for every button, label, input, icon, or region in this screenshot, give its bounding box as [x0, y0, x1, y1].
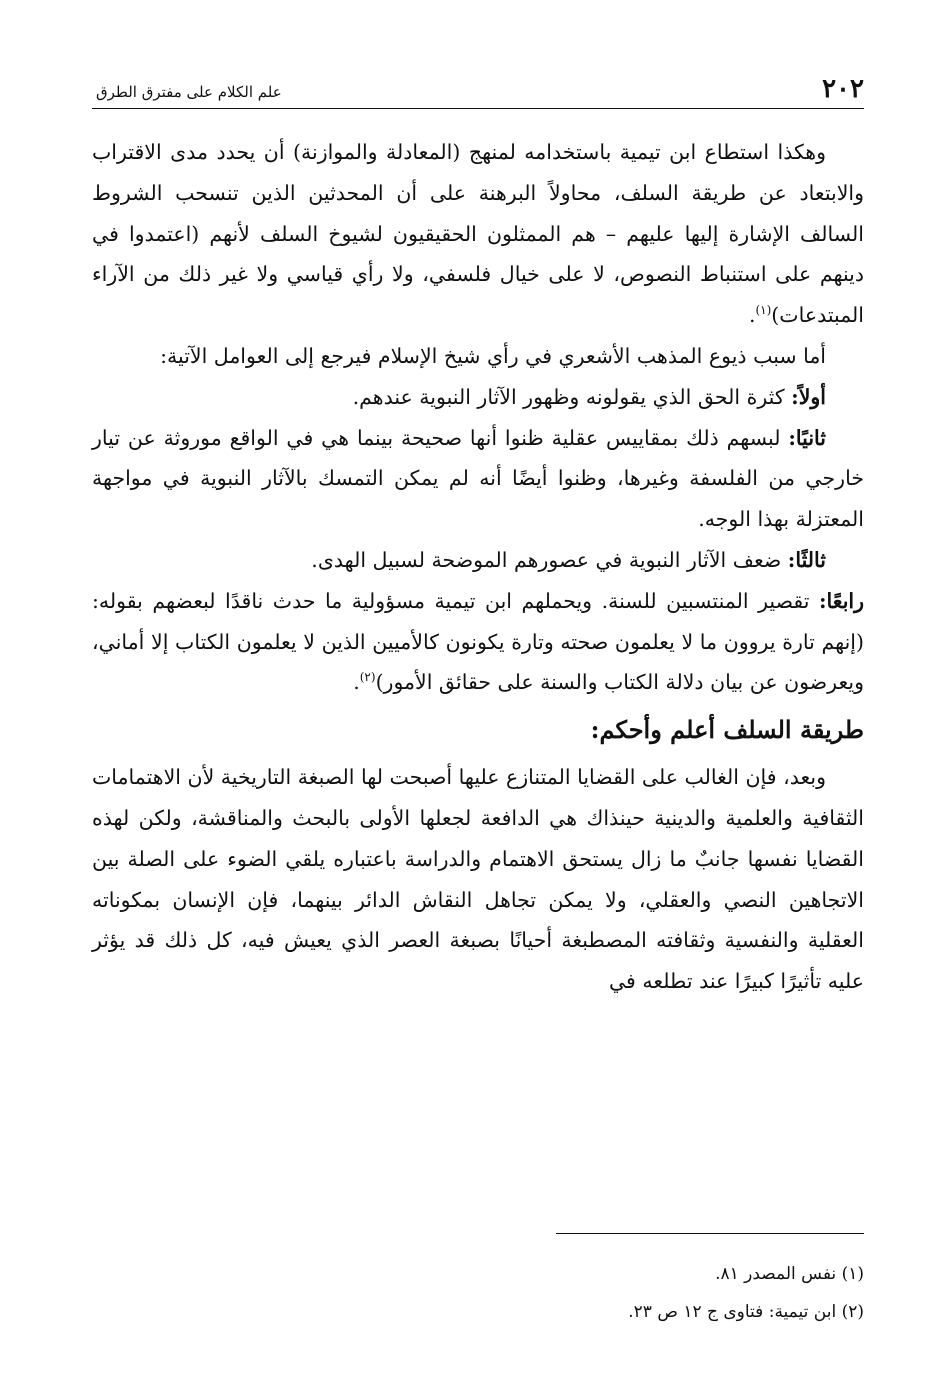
list-item-3-lead: ثالثًا:	[787, 547, 826, 572]
page-number: ٢٠٢	[822, 74, 864, 104]
list-item-1	[92, 377, 864, 418]
list-item-4-lead: رابعًا:	[818, 588, 864, 613]
paragraph-1-end: .	[748, 303, 756, 328]
list-item-4-text: تقصير المنتسبين للسنة. ويحملهم ابن تيمية مسؤولية ما حدث ناقدًا لبعضهم بقوله: (إنهم تارة يروون ما لا يعلمون صحته وتارة يكونون كالأميين الذين لا يعلمون الكتاب إلا أماني، ويعرضون عن بيان دلالة الكتاب والسنة على حقائق الأمور)	[92, 588, 864, 695]
list-item-2-text: لبسهم ذلك بمقاييس عقلية ظنوا أنها صحيحة بينما هي في الواقع موروثة عن تيار خارجي من الفلسفة وغيرها، وظنوا أيضًا أنه لم يمكن التمسك بالآثار النبوية في مواجهة المعتزلة بهذا الوجه.	[92, 425, 864, 532]
footnote-2: (٢) ابن تيمية: فتاوى ج ١٢ ص ٢٣.	[628, 1302, 864, 1322]
list-item-1-text: كثرة الحق الذي يقولونه وظهور الآثار النبوية عندهم.	[352, 384, 792, 409]
paragraph-2: أما سبب ذيوع المذهب الأشعري في رأي شيخ الإسلام فيرجع إلى العوامل الآتية:	[160, 343, 826, 368]
running-head: علم الكلام على مفترق الطرق	[96, 83, 282, 101]
paragraph-3: وبعد، فإن الغالب على القضايا المتنازع عليها أصبحت لها الصبغة التاريخية لأن الاهتمامات الثقافية والعلمية والدينية حينذاك هي الدافعة لجعلها الأولى بالبحث والمناقشة، ولكن لهذه القضايا نفسها جانبٌ ما زال يستحق الاهتمام والدراسة باعتباره يلقي الضوء على الصلة بين الاتجاهين النصي والعقلي، ولا يمكن تجاهل النقاش الدائر بينهما، فإن الإنسان بمكوناته العقلية والنفسية وثقافته المصطبغة أحيانًا بصبغة العصر الذي يعيش فيه، كل ذلك قد يؤثر عليه تأثيرًا كبيرًا عند تطلعه في	[92, 765, 864, 994]
list-item-2	[92, 418, 864, 540]
list-item-2-lead: ثانيًا:	[788, 425, 826, 450]
footnote-ref-2: (٢)	[359, 670, 376, 685]
list-item-1-lead: أولاً:	[791, 384, 826, 409]
header-rule	[92, 108, 864, 109]
list-item-3-text: ضعف الآثار النبوية في عصورهم الموضحة لسبيل الهدى.	[311, 547, 788, 572]
page-header	[92, 70, 864, 104]
paragraph-1-text: وهكذا استطاع ابن تيمية باستخدامه لمنهج (المعادلة والموازنة) أن يحدد مدى الاقتراب والابتعاد عن طريقة السلف، محاولاً البرهنة على أن المحدثين الذين تنسحب الشروط السالف الإشارة إليها عليهم – هم الممثلون الحقيقيون لشيوخ السلف لأنهم (اعتمدوا في دينهم على استنباط النصوص، لا على خيال فلسفي، ولا رأي قياسي ولا غير ذلك من الآراء المبتدعات)	[92, 140, 864, 328]
list-item-4	[92, 581, 864, 703]
book-page	[92, 70, 864, 1330]
section-heading: طريقة السلف أعلم وأحكم:	[590, 715, 864, 745]
footnotes	[92, 1255, 864, 1331]
list-item-4-end: .	[353, 670, 360, 695]
list-item-3	[92, 540, 864, 581]
footnote-1: (١) نفس المصدر ٨١.	[715, 1264, 864, 1284]
footnote-ref-1: (١)	[755, 303, 772, 318]
footnote-rule	[556, 1233, 864, 1234]
paragraph-1	[92, 132, 864, 336]
main-text	[92, 132, 864, 1002]
